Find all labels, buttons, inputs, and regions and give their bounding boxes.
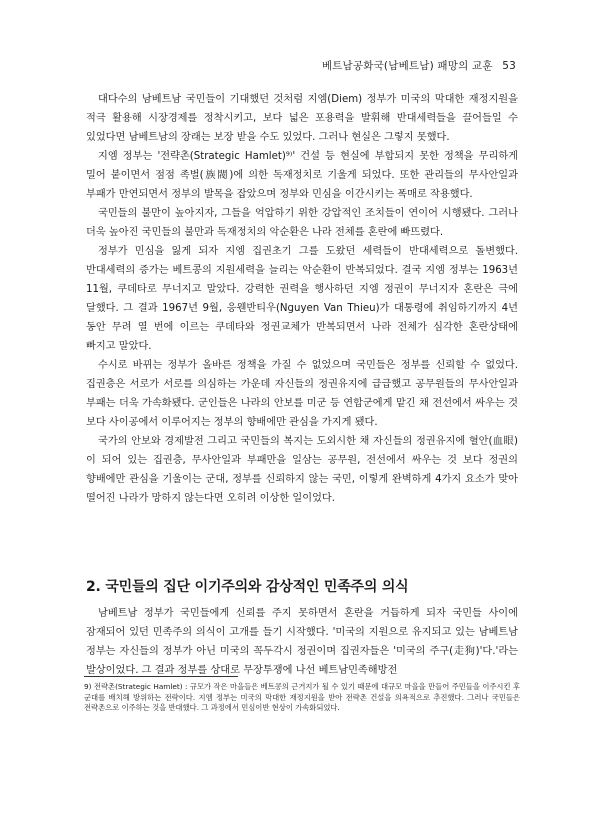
page-number: 53 xyxy=(502,60,516,72)
running-title: 베트남공화국(남베트남) 패망의 교훈 xyxy=(321,60,493,72)
paragraph: 정부가 민심을 잃게 되자 지엠 집권초기 그를 도왔던 세력들이 반대세력으로 돌변했다. 반대세력의 증가는 베트콩의 지원세력을 늘리는 악순환이 반복되었다. 결국 지엠 정부는 1963년 11월, 쿠데타로 무너지고 말았다. 강력한 권력을 행사하던 지엠 정권이 무너지자 혼란은 극에 달했다. 그 결과 1967년 9월, 응웬반티우(Nguyen Van Thieu)가 대통령에 취임하기까지 4년 동안 무려 열 번에 이르는 쿠데타와 정권교체가 반복되면서 나라 전체가 심각한 혼란상태에 빠지고 말았다. xyxy=(86,246,518,352)
footnote: 9) 전략촌(Strategic Hamlet) : 규모가 작은 마을들은 베트콩의 근거지가 될 수 있기 때문에 대규모 마을을 만들어 주민들을 이주시킨 후 군대를 배치해 방위하는 전략이다. 지엠 정부는 미국의 막대한 재정지원을 받아 전략촌 건설을 의욕적으로 추진했다. 그러나 국민들은 전략촌으로 이주하는 것을 반대했다. 그 과정에서 민심이반 현상이 가속화되었다. xyxy=(84,682,520,712)
section-heading: 2. 국민들의 집단 이기주의와 감상적인 민족주의 의식 xyxy=(86,579,409,595)
footnote-divider xyxy=(84,676,238,677)
paragraph: 대다수의 남베트남 국민들이 기대했던 것처럼 지엠(Diem) 정부가 미국의 막대한 재정지원을 적극 활용해 시장경제를 정착시키고, 보다 넓은 포용력을 발휘해 반대세력들을 끌어들일 수 있었다면 남베트남의 장래는 보장 받을 수도 있었다. 그러나 현실은 그렇지 못했다. xyxy=(86,94,518,143)
paragraph: 국가의 안보와 경제발전 그리고 국민들의 복지는 도외시한 채 자신들의 정권유지에 혈안(血眼)이 되어 있는 집권층, 무사안일과 부패만을 일삼는 공무원, 전선에서 싸우는 것 보다 정권의 향배에만 관심을 기울이는 군대, 정부를 신뢰하지 않는 국민, 이렇게 완벽하게 4가지 요소가 맞아 떨어진 나라가 망하지 않는다면 오히려 이상한 일이었다. xyxy=(86,436,518,504)
paragraph: 국민들의 불만이 높아지자, 그들을 억압하기 위한 강압적인 조치들이 연이어 시행됐다. 그러나 더욱 높아진 국민들의 불만과 독재정치의 악순환은 나라 전체를 혼란에 빠뜨렸다. xyxy=(86,208,518,238)
body-text xyxy=(86,90,518,508)
running-header xyxy=(322,58,516,73)
paragraph: 수시로 바뀌는 정부가 올바른 정책을 가질 수 없었으며 국민들은 정부를 신뢰할 수 없었다. 집권층은 서로가 서로를 의심하는 가운데 자신들의 정권유지에 급급했고 공무원들의 무사안일과 부패는 더욱 가속화됐다. 군인들은 나라의 안보를 미군 등 연합군에게 맡긴 채 전선에서 싸우는 것 보다 사이공에서 이루어지는 정부의 향배에만 관심을 가지게 됐다. xyxy=(86,360,518,428)
paragraph: 지엠 정부는 '전략촌(Strategic Hamlet)⁹⁾' 건설 등 현실에 부합되지 못한 정책을 무리하게 밀어 붙이면서 점점 족벌(族閥)에 의한 독재정치로 기울게 되었다. 또한 관리들의 무사안일과 부패가 만연되면서 정부의 발목을 잡았으며 정부와 민심을 이간시키는 폭매로 작용했다. xyxy=(86,151,518,200)
paragraph: 남베트남 정부가 국민들에게 신뢰를 주지 못하면서 혼란을 거듭하게 되자 국민들 사이에 잠재되어 있던 민족주의 의식이 고개를 들기 시작했다. '미국의 지원으로 유지되고 있는 남베트남 정부는 자신들의 정부가 아닌 미국의 꼭두각시 정권이며 집권자들은 '미국의 주구(走狗)'다.'라는 발상이었다. 그 결과 정부를 상대로 무장투쟁에 나선 베트남민족해방전 xyxy=(86,608,518,676)
section-text xyxy=(86,604,518,680)
